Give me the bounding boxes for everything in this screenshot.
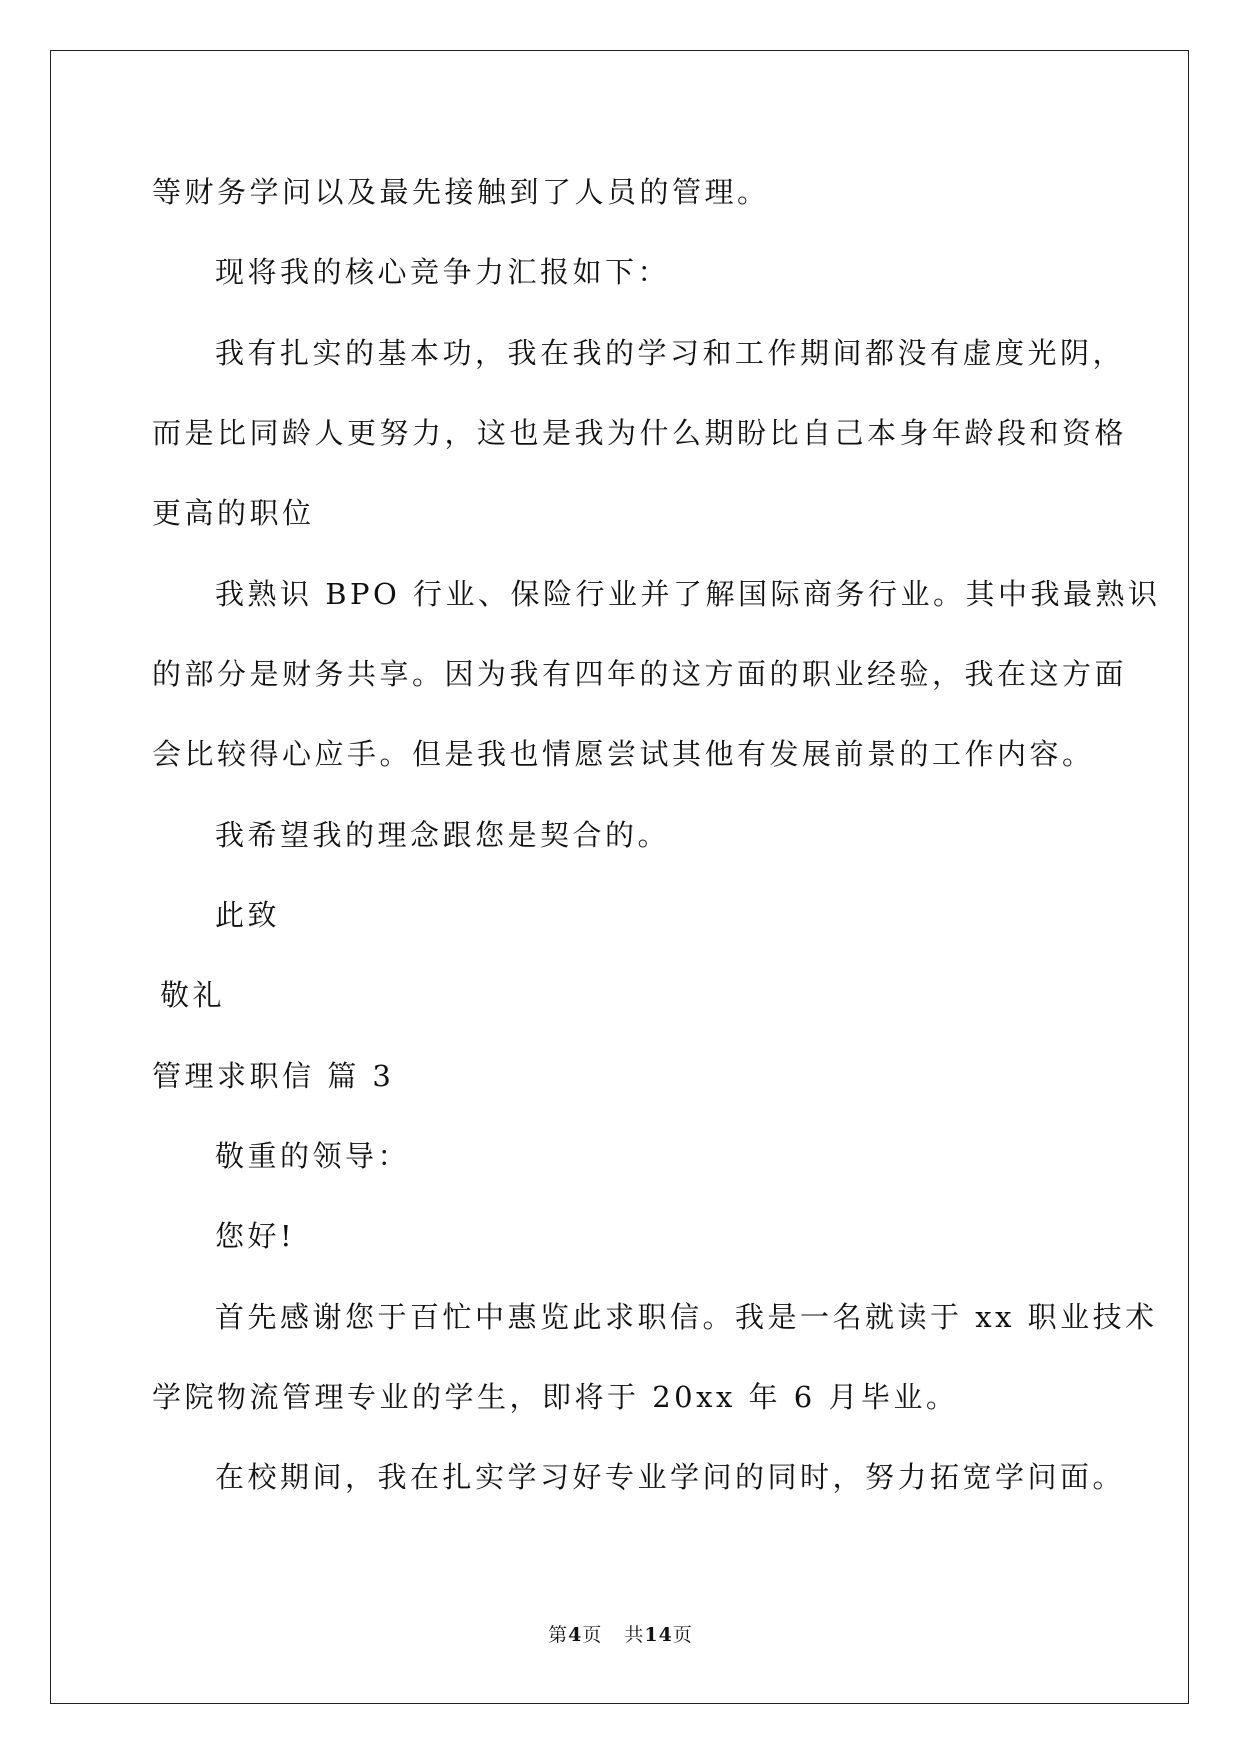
- total-pages: 14: [644, 1624, 673, 1646]
- body-line-16: 学院物流管理专业的学生，即将于 20xx 年 6 月毕业。: [152, 1380, 959, 1414]
- section-heading: 管理求职信 篇 3: [152, 1059, 395, 1093]
- body-line-3: 我有扎实的基本功，我在我的学习和工作期间都没有虚度光阴，: [215, 336, 1126, 370]
- body-line-7: 的部分是财务共享。因为我有四年的这方面的职业经验，我在这方面: [152, 657, 1128, 691]
- body-line-17: 在校期间，我在扎实学习好专业学问的同时，努力拓宽学问面。: [215, 1460, 1126, 1494]
- closing-line: 此致: [215, 898, 281, 932]
- body-line-8: 会比较得心应手。但是我也情愿尝试其他有发展前景的工作内容。: [152, 737, 1095, 771]
- page-number: 4: [568, 1624, 583, 1646]
- total-prefix: 共: [624, 1624, 645, 1646]
- total-suffix: 页: [672, 1624, 693, 1646]
- body-line-9: 我希望我的理念跟您是契合的。: [215, 818, 671, 852]
- body-line-2: 现将我的核心竞争力汇报如下：: [215, 255, 671, 289]
- page-footer: [0, 1620, 1241, 1647]
- page-suffix: 页: [582, 1624, 603, 1646]
- body-line-4: 而是比同龄人更努力，这也是我为什么期盼比自己本身年龄段和资格: [152, 416, 1128, 450]
- body-line-1: 等财务学问以及最先接触到了人员的管理。: [152, 175, 770, 209]
- hello-line: 您好!: [215, 1219, 296, 1253]
- body-line-5: 更高的职位: [152, 496, 315, 530]
- page-border: [50, 50, 1189, 1704]
- body-line-6: 我熟识 BPO 行业、保险行业并了解国际商务行业。其中我最熟识: [215, 577, 1161, 611]
- greeting-line: 敬重的领导：: [215, 1139, 411, 1173]
- salutation-line: 敬礼: [160, 978, 226, 1012]
- body-line-15: 首先感谢您于百忙中惠览此求职信。我是一名就读于 xx 职业技术: [215, 1300, 1158, 1334]
- page-prefix: 第: [548, 1624, 569, 1646]
